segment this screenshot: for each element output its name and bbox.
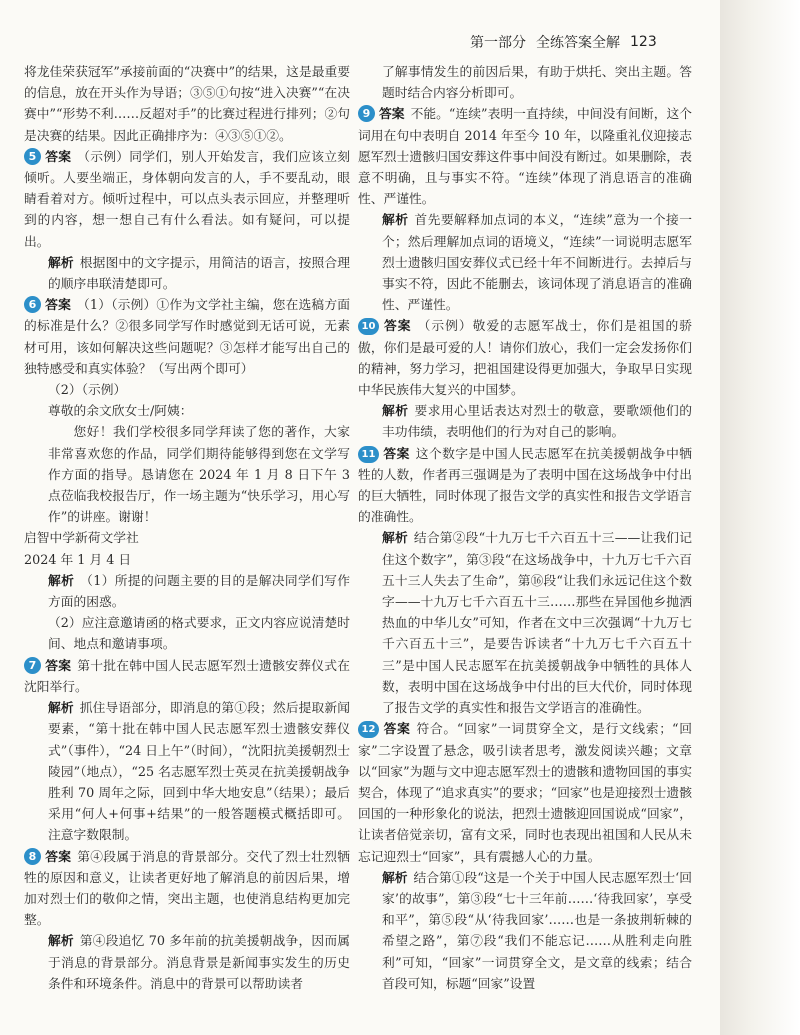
header-page-number: 123: [630, 34, 657, 50]
question-10: [358, 316, 692, 443]
answer-text: 这个数字是中国人民志愿军在抗美援朝战争中牺牲的人数，作者再三强调是为了表明中国在这场战争中付出的巨大牺牲，同时体现了报告文学的真实性和报告文学语言的准确性。: [358, 446, 693, 526]
answer-tag: 答案: [45, 149, 72, 165]
page-edge: [720, 0, 800, 1035]
continued-text: 将龙佳荣获冠军”承接前面的“决赛中”的结果，这是最重要的信息，放在开头作为导语；③⑤①句按“进入决赛”“在决赛中”“形势不利……反超对手”的比赛过程进行排列；②句是决赛的结果。因此正确排序为：④③⑤①②。: [24, 65, 350, 144]
answer-text: 第④段属于消息的背景部分。交代了烈士壮烈牺牲的原因和意义，让读者更好地了解消息的前因后果，增加对烈士们的敬仰之情，突出主题，也使消息结构更加完整。: [24, 849, 350, 929]
analysis-text: 结合第②段“十九万七千六百五十三——让我们记住这个数字”，第③段“在这场战争中，十九万七千六百五十三人失去了生命”，第⑯段“让我们永远记住这个数字——十九万七千六百五十三……那些在异国他乡抛洒热血的中华儿女”可知，作者在文中三次强调“十九万七千六百五十三”，是要告诉读者“十九万七千六百五十三”是中国人民志愿军在抗美援朝战争中牺牲的具体人数，表明中国在这场战争中付出的巨大代价，同时体现了报告文学的真实性和报告文学语言的准确性。: [382, 531, 692, 717]
question-11: [358, 444, 692, 720]
analysis-text: 抓住导语部分，即消息的第①段；然后提取新闻要素，“第十批在韩中国人民志愿军烈士遗骸安葬仪式”（事件），“24 日上午”（时间），“沈阳抗美援朝烈士陵园”（地点），“25 名志愿军烈士英灵在抗美援朝战争胜利 70 周年之际，回到中华大地安息”（结果）；最后采用“何人+何事+结果”的一般答题模式概括即可。注意字数限制。: [48, 701, 350, 844]
answer-text: 第十批在韩中国人民志愿军烈士遗骸安葬仪式在沈阳举行。: [24, 658, 350, 695]
question-number-badge: 9: [358, 105, 375, 122]
answer-text: （1）（示例）①作为文学社主编，您在选稿方面的标准是什么？②很多同学写作时感觉到无话可说，无素材可用，该如何解决这些问题呢？③怎样才能写出自己的独特感受和真实体验？（写出两个即可）: [24, 298, 350, 377]
continued-text: 了解事情发生的前因后果，有助于烘托、突出主题。答题时结合内容分析即可。: [382, 65, 692, 102]
analysis-tag: 解析: [382, 213, 409, 229]
page-header: [470, 30, 705, 54]
question-number-badge: 6: [24, 296, 41, 313]
question-number-badge: 12: [358, 721, 379, 738]
analysis-tag: 解析: [382, 870, 408, 886]
analysis-text: 首先要解释加点词的本义，“连续”意为一个接一个；然后理解加点词的语境义，“连续”一词说明志愿军烈士遗骸归国安葬仪式已经十年不间断进行。去掉后与事实不符，因此不能删去，该词体现了消息语言的准确性、严谨性。: [382, 213, 693, 314]
analysis-text: 第④段追忆 70 多年前的抗美援朝战争，因而属于消息的背景部分。消息背景是新闻事实发生的历史条件和环境条件。消息中的背景可以帮助读者: [48, 934, 351, 992]
answer-tag: 答案: [383, 319, 412, 335]
part-2-label: （2）（示例）: [48, 383, 127, 399]
question-number-badge: 5: [24, 148, 41, 165]
answer-tag: 答案: [45, 298, 71, 314]
question-5: [24, 147, 350, 295]
answer-text: 不能。“连续”表明一直持续，中间没有间断，这个词用在句中表明自 2014 年至今 10 年，以隆重礼仪迎接志愿军烈士遗骸归国安葬这件事中间没有断过。如果删除，表意不明确，且与事实不符。“连续”体现了消息语言的准确性、严谨性。: [358, 107, 692, 208]
letter-body: 您好！我们学校很多同学拜读了您的著作，大家非常喜欢您的作品，同学们期待能够得到您在文学写作方面的指导。恳请您在 2024 年 1 月 8 日下午 3 点莅临我校报告厅，作一场主题为“快乐学习，用心写作”的讲座。谢谢！: [48, 425, 350, 526]
letter-signer: 启智中学新荷文学社: [24, 531, 139, 547]
analysis-text: 要求用心里话表达对烈士的敬意，要歌颂他们的丰功伟绩，表明他们的行为对自己的影响。: [382, 404, 693, 441]
analysis-tag: 解析: [382, 531, 408, 547]
right-column: [358, 62, 692, 995]
question-8: [24, 847, 350, 995]
analysis-tag: 解析: [48, 255, 74, 271]
answer-text: （示例）敬爱的志愿军战士，你们是祖国的骄傲，你们是最可爱的人！请你们放心，我们一定会发扬你们的精神，努力学习，把祖国建设得更加强大，争取早日实现中华民族伟大复兴的中国梦。: [358, 319, 693, 399]
question-12: [358, 719, 692, 995]
header-part: 第一部分: [470, 35, 526, 51]
answer-text: 符合。“回家”一词贯穿全文，是行文线索；“回家”二字设置了悬念，吸引读者思考，激发阅读兴趣；文章以“回家”为题与文中迎志愿军烈士的遗骸和遗物回国的事实契合，体现了“追求真实”的要求；“回家”也是迎接烈士遗骸回国的一种形象化的说法，把烈士遗骸迎回国说成“回家”，让读者倍觉亲切，富有文采，同时也表现出祖国和人民从未忘记迎烈士“回家”，具有震撼人心的力量。: [358, 722, 692, 865]
answer-tag: 答案: [45, 849, 72, 865]
question-7: [24, 656, 350, 847]
answer-text: （示例）同学们，别人开始发言，我们应该立刻倾听。人要坐端正，身体朝向发言的人，手不要乱动，眼睛看着对方。倾听过程中，可以点头表示回应，并整理听到的内容，想一想自己有什么看法。如有疑问，可以提出。: [24, 149, 350, 250]
question-number-badge: 7: [24, 657, 41, 674]
analysis-text: 结合第①段“这是一个关于中国人民志愿军烈士‘回家’的故事”，第③段“七十三年前……‘待我回家’，享受和平”，第⑤段“从‘待我回家’……也是一条披荆斩棘的希望之路”，第⑦段“我们不能忘记……从胜利走向胜利”可知，“回家”一词贯穿全文，是文章的线索；结合首段可知，标题“回家”设置: [382, 870, 692, 992]
question-9: [358, 104, 692, 316]
question-number-badge: 11: [358, 446, 379, 463]
analysis-tag: 解析: [48, 701, 74, 717]
answer-tag: 答案: [383, 446, 410, 462]
analysis-text-2: （2）应注意邀请函的格式要求，正文内容应说清楚时间、地点和邀请事项。: [48, 616, 350, 653]
analysis-tag: 解析: [48, 934, 74, 950]
analysis-text-1: （1）所提的问题主要的目的是解决同学们写作方面的困惑。: [48, 573, 350, 611]
question-number-badge: 8: [24, 848, 41, 865]
analysis-tag: 解析: [48, 573, 75, 589]
header-section: 全练答案全解: [536, 35, 620, 51]
answer-tag: 答案: [379, 107, 405, 123]
answer-tag: 答案: [383, 722, 411, 738]
letter-salutation: 尊敬的余文欣女士/阿姨：: [48, 404, 193, 420]
left-column: [24, 62, 350, 995]
letter-date: 2024 年 1 月 4 日: [24, 552, 132, 568]
question-6: [24, 295, 350, 655]
analysis-text: 根据图中的文字提示，用简洁的语言，按照合理的顺序串联清楚即可。: [48, 255, 350, 293]
analysis-tag: 解析: [382, 404, 409, 420]
answer-tag: 答案: [45, 658, 72, 674]
question-number-badge: 10: [358, 318, 379, 335]
